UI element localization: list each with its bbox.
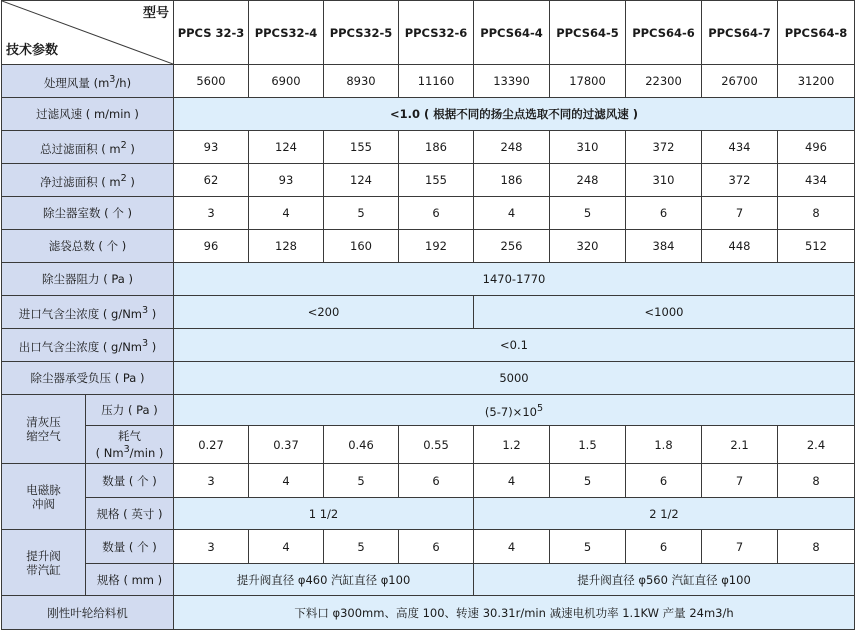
table-cell: 5600 [174, 65, 249, 98]
table-cell: 256 [474, 230, 550, 263]
table-cell: 4 [474, 530, 550, 564]
table-cell: 7 [702, 464, 778, 498]
chambers-row [2, 197, 855, 230]
table-cell: 8 [778, 197, 855, 230]
table-cell: 186 [474, 164, 550, 197]
table-cell: 0.37 [249, 426, 324, 464]
table-cell: 3 [174, 530, 249, 564]
table-cell: 124 [324, 164, 399, 197]
resistance-label: 除尘器阻力 ( Pa ) [2, 263, 174, 296]
inlet-dust-row [2, 296, 855, 329]
cleaning-pressure-row [2, 395, 855, 426]
table-cell: 31200 [778, 65, 855, 98]
table-cell: 448 [702, 230, 778, 263]
outlet-dust-row [2, 329, 855, 362]
table-cell: 6 [626, 530, 702, 564]
negative-pressure-value: 5000 [174, 362, 855, 395]
model-header: PPCS 32-3 [174, 1, 249, 65]
table-cell: 0.55 [399, 426, 474, 464]
table-cell: 8930 [324, 65, 399, 98]
table-cell: 124 [249, 131, 324, 164]
table-cell: 248 [550, 164, 626, 197]
pulse-valve-spec-row [2, 498, 855, 530]
table-cell: 5 [550, 464, 626, 498]
outlet-dust-value: <0.1 [174, 329, 855, 362]
lift-valve-spec-row [2, 564, 855, 596]
pulse-valve-spec-32: 1 1/2 [174, 498, 474, 530]
corner-header [2, 1, 174, 65]
lift-valve-spec-32: 提升阀直径 φ460 汽缸直径 φ100 [174, 564, 474, 596]
table-cell: 8 [778, 464, 855, 498]
table-cell: 372 [626, 131, 702, 164]
pulse-valve-spec-label: 规格 ( 英寸 ) [86, 498, 174, 530]
pulse-valve-spec-64: 2 1/2 [474, 498, 855, 530]
table-cell: 4 [474, 464, 550, 498]
model-header: PPCS64-8 [778, 1, 855, 65]
table-cell: 4 [474, 197, 550, 230]
table-cell: 7 [702, 530, 778, 564]
table-cell: 93 [249, 164, 324, 197]
outlet-dust-label: 出口气含尘浓度 ( g/Nm$^3$ ) [2, 329, 174, 362]
table-cell: 6 [399, 464, 474, 498]
net-area-label: 净过滤面积 ( $m^2$ ) [2, 164, 174, 197]
table-cell: 384 [626, 230, 702, 263]
table-cell: 6 [399, 197, 474, 230]
net-area-row [2, 164, 855, 197]
table-cell: 2.4 [778, 426, 855, 464]
model-header: PPCS64-4 [474, 1, 550, 65]
table-cell: 512 [778, 230, 855, 263]
table-cell: 128 [249, 230, 324, 263]
feeder-row [2, 596, 855, 630]
negative-pressure-label: 除尘器承受负压 ( Pa ) [2, 362, 174, 395]
pulse-valve-group-label: 电磁脉 冲阀 [2, 464, 86, 530]
table-cell: 4 [249, 197, 324, 230]
table-cell: 5 [324, 464, 399, 498]
airflow-label: 处理风量 $(m^3/h)$ [2, 65, 174, 98]
table-cell: 5 [550, 197, 626, 230]
table-cell: 2.1 [702, 426, 778, 464]
model-header: PPCS32-4 [249, 1, 324, 65]
table-cell: 1.8 [626, 426, 702, 464]
filter-velocity-label: 过滤风速 ( m/min ) [2, 98, 174, 131]
spec-table [1, 0, 855, 630]
total-area-label: 总过滤面积 ( $m^2$ ) [2, 131, 174, 164]
lift-valve-count-label: 数量 ( 个 ) [86, 530, 174, 564]
table-cell: 5 [324, 530, 399, 564]
cleaning-pressure-value: $(5-7)\times 10^5$ [174, 395, 855, 426]
table-cell: 8 [778, 530, 855, 564]
total-area-row [2, 131, 855, 164]
table-cell: 96 [174, 230, 249, 263]
chambers-label: 除尘器室数 ( 个 ) [2, 197, 174, 230]
model-header: PPCS32-5 [324, 1, 399, 65]
table-cell: 0.46 [324, 426, 399, 464]
filter-velocity-value: <1.0 ( 根据不同的扬尘点选取不同的过滤风速 ) [174, 98, 855, 131]
bags-row [2, 230, 855, 263]
table-cell: 0.27 [174, 426, 249, 464]
negative-pressure-row [2, 362, 855, 395]
table-cell: 155 [399, 164, 474, 197]
table-cell: 93 [174, 131, 249, 164]
table-cell: 11160 [399, 65, 474, 98]
cleaning-pressure-label: 压力 ( Pa ) [86, 395, 174, 426]
table-cell: 496 [778, 131, 855, 164]
table-cell: 6900 [249, 65, 324, 98]
cleaning-consumption-row [2, 426, 855, 464]
corner-param-label: 技术参数 [6, 43, 59, 58]
table-cell: 320 [550, 230, 626, 263]
model-header: PPCS64-7 [702, 1, 778, 65]
cleaning-consumption-label: 耗气 ( Nm$^3$/min ) [86, 426, 174, 464]
table-cell: 5 [550, 530, 626, 564]
pulse-valve-count-label: 数量 ( 个 ) [86, 464, 174, 498]
table-cell: 310 [626, 164, 702, 197]
table-cell: 7 [702, 197, 778, 230]
resistance-row [2, 263, 855, 296]
table-cell: 310 [550, 131, 626, 164]
table-cell: 1.5 [550, 426, 626, 464]
lift-valve-spec-label: 规格 ( mm ) [86, 564, 174, 596]
table-cell: 248 [474, 131, 550, 164]
table-cell: 17800 [550, 65, 626, 98]
table-cell: 372 [702, 164, 778, 197]
table-cell: 22300 [626, 65, 702, 98]
feeder-label: 刚性叶轮给料机 [2, 596, 174, 630]
table-cell: 4 [249, 530, 324, 564]
table-cell: 192 [399, 230, 474, 263]
lift-valve-spec-64: 提升阀直径 φ560 汽缸直径 φ100 [474, 564, 855, 596]
table-cell: 5 [324, 197, 399, 230]
inlet-dust-value-32: <200 [174, 296, 474, 329]
table-cell: 434 [778, 164, 855, 197]
table-cell: 6 [626, 197, 702, 230]
bags-label: 滤袋总数 ( 个 ) [2, 230, 174, 263]
table-cell: 160 [324, 230, 399, 263]
table-cell: 13390 [474, 65, 550, 98]
resistance-value: 1470-1770 [174, 263, 855, 296]
table-cell: 62 [174, 164, 249, 197]
table-cell: 6 [399, 530, 474, 564]
lift-valve-count-row [2, 530, 855, 564]
model-header: PPCS32-6 [399, 1, 474, 65]
inlet-dust-value-64: <1000 [474, 296, 855, 329]
table-cell: 3 [174, 464, 249, 498]
table-cell: 4 [249, 464, 324, 498]
table-cell: 434 [702, 131, 778, 164]
header-row [2, 1, 855, 65]
airflow-row [2, 65, 855, 98]
corner-model-label: 型号 [142, 6, 169, 21]
table-cell: 155 [324, 131, 399, 164]
filter-velocity-row [2, 98, 855, 131]
inlet-dust-label: 进口气含尘浓度 ( g/Nm$^3$ ) [2, 296, 174, 329]
table-cell: 26700 [702, 65, 778, 98]
cleaning-air-group-label: 清灰压 缩空气 [2, 395, 86, 464]
lift-valve-group-label: 提升阀 带汽缸 [2, 530, 86, 596]
feeder-value: 下料口 φ300mm、高度 100、转速 30.31r/min 减速电机功率 1.1KW 产量 24m3/h [174, 596, 855, 630]
table-cell: 186 [399, 131, 474, 164]
model-header: PPCS64-5 [550, 1, 626, 65]
table-cell: 6 [626, 464, 702, 498]
pulse-valve-count-row [2, 464, 855, 498]
table-cell: 1.2 [474, 426, 550, 464]
model-header: PPCS64-6 [626, 1, 702, 65]
table-cell: 3 [174, 197, 249, 230]
